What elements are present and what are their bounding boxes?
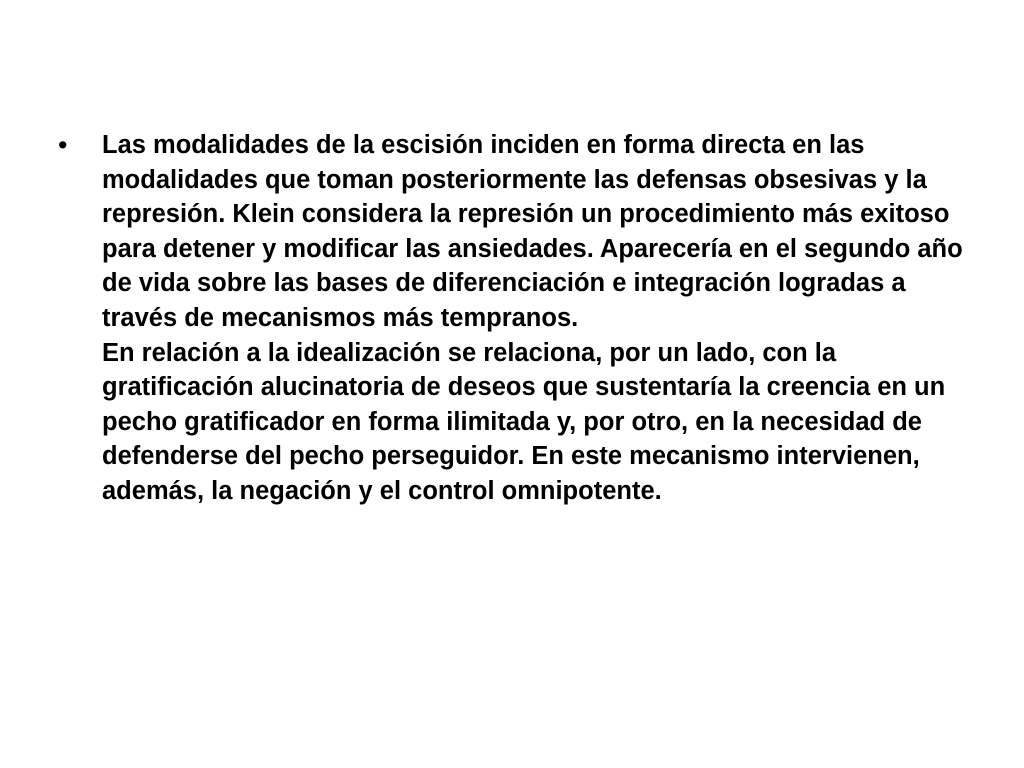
bullet-dot-icon: •: [58, 130, 68, 160]
bullet-item: [58, 128, 978, 509]
paragraph-idealizacion: En relación a la idealización se relaciona, por un lado, con la gratificación alucinatoria de deseos que sustentaría la creencia en un pecho gratificador en forma ilimitada y, por otro, en la necesidad de defenderse del pecho perseguidor. En este mecanismo intervienen, además, la negación y el control omnipotente.: [102, 338, 946, 505]
bullet-list: [58, 128, 978, 509]
bullet-text: [102, 128, 978, 509]
paragraph-escision: Las modalidades de la escisión inciden en forma directa en las modalidades que toman posteriormente las defensas obsesivas y la represión. Klein considera la represión un procedimiento más exitoso para detener y modificar las ansiedades. Aparecería en el segundo año de vida sobre las bases de diferenciación e integración logradas a través de mecanismos más tempranos.: [102, 131, 963, 332]
